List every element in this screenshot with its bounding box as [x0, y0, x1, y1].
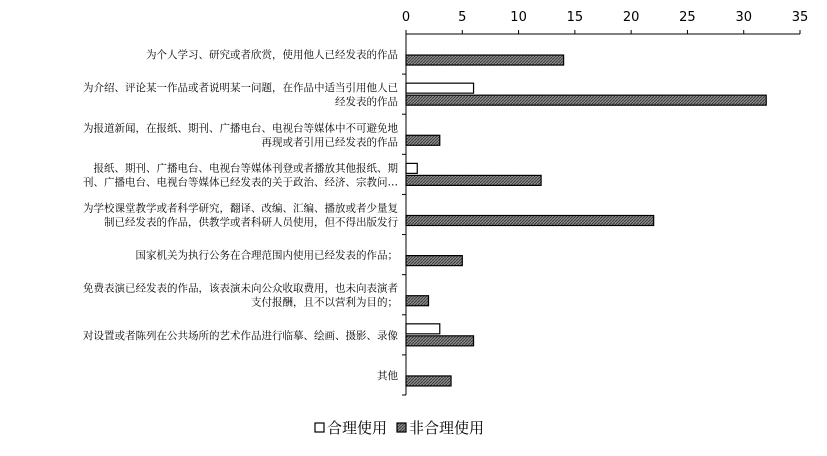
x-tick-label: 15	[566, 10, 584, 25]
category-label: 支付报酬，且不以营利为目的；	[251, 296, 398, 309]
x-tick-label: 0	[401, 10, 411, 25]
category-label: 其他	[377, 369, 398, 382]
x-tick-label: 20	[622, 10, 640, 25]
bar-reasonable-use	[406, 324, 440, 334]
bar-unreasonable-use	[406, 336, 474, 346]
bar-reasonable-use	[406, 163, 417, 173]
category-label: 为学校课堂教学或者科学研究，翻译、改编、汇编、播放或者少量复	[83, 202, 398, 215]
x-tick-label: 25	[679, 10, 696, 25]
bar-unreasonable-use	[406, 55, 564, 65]
category-label: 制已经发表的作品，供教学或者科研人员使用，但不得出版发行	[104, 216, 398, 229]
category-label: 为个人学习、研究或者欣赏，使用他人已经发表的作品	[146, 49, 398, 62]
bar-unreasonable-use	[406, 175, 541, 185]
legend-swatch-reasonable-use	[315, 423, 324, 432]
x-tick-label: 30	[735, 10, 752, 25]
category-label: 对设置或者陈列在公共场所的艺术作品进行临摹、绘画、摄影、录像	[83, 329, 398, 342]
legend-swatch-unreasonable-use	[397, 423, 406, 432]
category-label: 为介绍、评论某一作品或者说明某一问题，在作品中适当引用他人已	[83, 82, 398, 95]
category-label: 为报道新闻，在报纸、期刊、广播电台、电视台等媒体中不可避免地	[83, 122, 398, 135]
category-label: 国家机关为执行公务在合理范围内使用已经发表的作品；	[135, 249, 398, 262]
category-label: 再现或者引用已经发表的作品	[261, 136, 398, 149]
legend-label-reasonable-use: 合理使用	[327, 419, 388, 437]
bar-unreasonable-use	[406, 216, 654, 226]
bar-unreasonable-use	[406, 135, 440, 145]
x-tick-label: 10	[510, 10, 527, 25]
x-tick-label: 5	[458, 10, 467, 25]
bar-unreasonable-use	[406, 256, 462, 266]
category-label: 报纸、期刊、广播电台、电视台等媒体刊登或者播放其他报纸、期	[93, 162, 398, 175]
bar-unreasonable-use	[406, 296, 429, 306]
category-label: 经发表的作品	[335, 96, 398, 109]
category-label: 免费表演已经发表的作品，该表演未向公众收取费用，也未向表演者	[83, 282, 398, 295]
category-label: 刊、广播电台、电视台等媒体已经发表的关于政治、经济、宗教问…	[83, 176, 398, 189]
legend-label-unreasonable-use: 非合理使用	[409, 419, 485, 437]
bar-unreasonable-use	[406, 376, 451, 386]
bar-unreasonable-use	[406, 95, 766, 105]
x-tick-label: 35	[791, 10, 809, 25]
bar-reasonable-use	[406, 83, 474, 93]
